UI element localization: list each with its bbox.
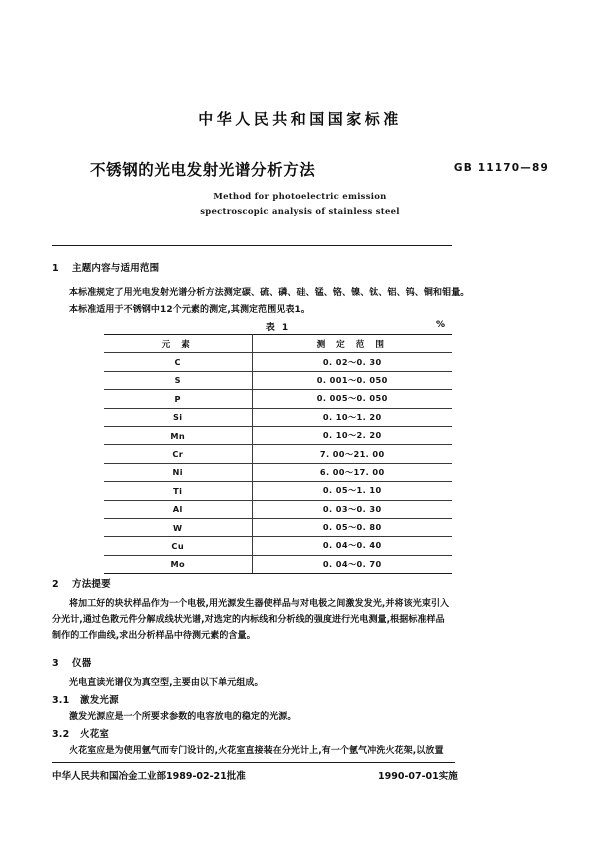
cell-range: 0. 05～1. 10 xyxy=(252,482,452,500)
cell-element: Ti xyxy=(104,482,252,500)
section-3-1-paragraph-1: 激发光源应是一个所要求参数的电容放电的稳定的光源。 xyxy=(69,712,297,722)
cell-element: Cr xyxy=(104,445,252,463)
section-3-title: 仪器 xyxy=(72,658,92,669)
section-2-number: 2 xyxy=(52,579,59,590)
section-2-line-2: 分光计,通过色散元件分解成线状光谱,对选定的内标线和分析线的强度进行光电测量,根据标准样品 xyxy=(52,615,445,625)
column-header-range: 测 定 范 围 xyxy=(252,335,452,353)
cell-range: 6. 00～17. 00 xyxy=(252,463,452,481)
section-3-1-number: 3.1 xyxy=(52,695,70,706)
header-divider xyxy=(52,245,452,246)
section-2-line-1: 将加工好的块状样品作为一个电极,用光源发生器使样品与对电极之间激发发光,并将该光束引入 xyxy=(69,599,450,609)
cell-range: 7. 00～21. 00 xyxy=(252,445,452,463)
table-caption: 表 1 xyxy=(265,323,291,333)
table-row xyxy=(104,408,452,426)
cell-range: 0. 02～0. 30 xyxy=(252,353,452,371)
section-3-2-number: 3.2 xyxy=(52,729,70,740)
cell-range: 0. 001～0. 050 xyxy=(252,371,452,389)
footer-divider xyxy=(52,762,455,763)
section-1-heading xyxy=(52,260,159,274)
table-row xyxy=(104,500,452,518)
section-1-paragraph-1: 本标准规定了用光电发射光谱分析方法测定碳、硫、磷、硅、锰、铬、镍、钛、铝、钨、铜和钼量。 xyxy=(69,288,470,298)
cell-element: Mo xyxy=(104,555,252,573)
section-2-line-3: 制作的工作曲线,求出分析样品中待测元素的含量。 xyxy=(52,631,256,641)
section-3-paragraph-1: 光电直读光谱仪为真空型,主要由以下单元组成。 xyxy=(69,678,264,688)
table-row xyxy=(104,518,452,536)
table-row xyxy=(104,390,452,408)
cell-range: 0. 03～0. 30 xyxy=(252,500,452,518)
cell-element: C xyxy=(104,353,252,371)
section-3-2-paragraph-1: 火花室应是为使用氩气而专门设计的,火花室直接装在分光计上,有一个氩气冲洗火花架,以放置 xyxy=(69,746,444,756)
page-title: 不锈钢的光电发射光谱分析方法 xyxy=(90,161,316,179)
section-3-2-heading xyxy=(52,726,109,740)
column-header-element: 元 素 xyxy=(104,335,252,353)
table-row xyxy=(104,445,452,463)
section-1-paragraph-2: 本标准适用于不锈钢中12个元素的测定,其测定范围见表1。 xyxy=(69,305,311,315)
cell-range: 0. 10～2. 20 xyxy=(252,426,452,444)
footer-approval-text: 中华人民共和国冶金工业部1989-02-21批准 xyxy=(52,771,246,782)
cell-element: Al xyxy=(104,500,252,518)
cell-element: S xyxy=(104,371,252,389)
cell-element: Si xyxy=(104,408,252,426)
cell-element: Cu xyxy=(104,537,252,555)
table-body xyxy=(104,353,452,574)
title-row xyxy=(52,158,555,182)
cell-range: 0. 005～0. 050 xyxy=(252,390,452,408)
cell-range: 0. 05～0. 80 xyxy=(252,518,452,536)
cell-element: W xyxy=(104,518,252,536)
section-2-title: 方法提要 xyxy=(72,579,111,590)
cell-element: Mn xyxy=(104,426,252,444)
section-3-heading xyxy=(52,655,91,669)
section-3-number: 3 xyxy=(52,658,59,669)
section-3-2-title: 火花室 xyxy=(80,729,110,740)
table-header-row xyxy=(104,335,452,353)
table-row xyxy=(104,426,452,444)
table-row xyxy=(104,353,452,371)
cell-element: Ni xyxy=(104,463,252,481)
section-1-number: 1 xyxy=(52,263,59,274)
table-unit-label: % xyxy=(436,320,446,330)
cell-element: P xyxy=(104,390,252,408)
table-row xyxy=(104,463,452,481)
table-row xyxy=(104,371,452,389)
table-row xyxy=(104,482,452,500)
english-title-line-2: spectroscopic analysis of stainless steel xyxy=(200,207,400,217)
english-title xyxy=(0,190,600,220)
cell-range: 0. 10～1. 20 xyxy=(252,408,452,426)
measurement-range-table xyxy=(104,334,452,574)
cell-range: 0. 04～0. 70 xyxy=(252,555,452,573)
table-row xyxy=(104,555,452,573)
table-row xyxy=(104,537,452,555)
cell-range: 0. 04～0. 40 xyxy=(252,537,452,555)
standard-code: GB 11170—89 xyxy=(453,162,549,174)
national-standard-label: 中华人民共和国国家标准 xyxy=(198,110,402,128)
english-title-line-1: Method for photoelectric emission xyxy=(213,192,387,202)
section-1-title: 主题内容与适用范围 xyxy=(72,263,160,274)
section-3-1-title: 激发光源 xyxy=(80,695,119,706)
section-3-1-heading xyxy=(52,692,119,706)
footer-effective-date: 1990-07-01实施 xyxy=(378,771,458,782)
section-2-heading xyxy=(52,576,111,590)
